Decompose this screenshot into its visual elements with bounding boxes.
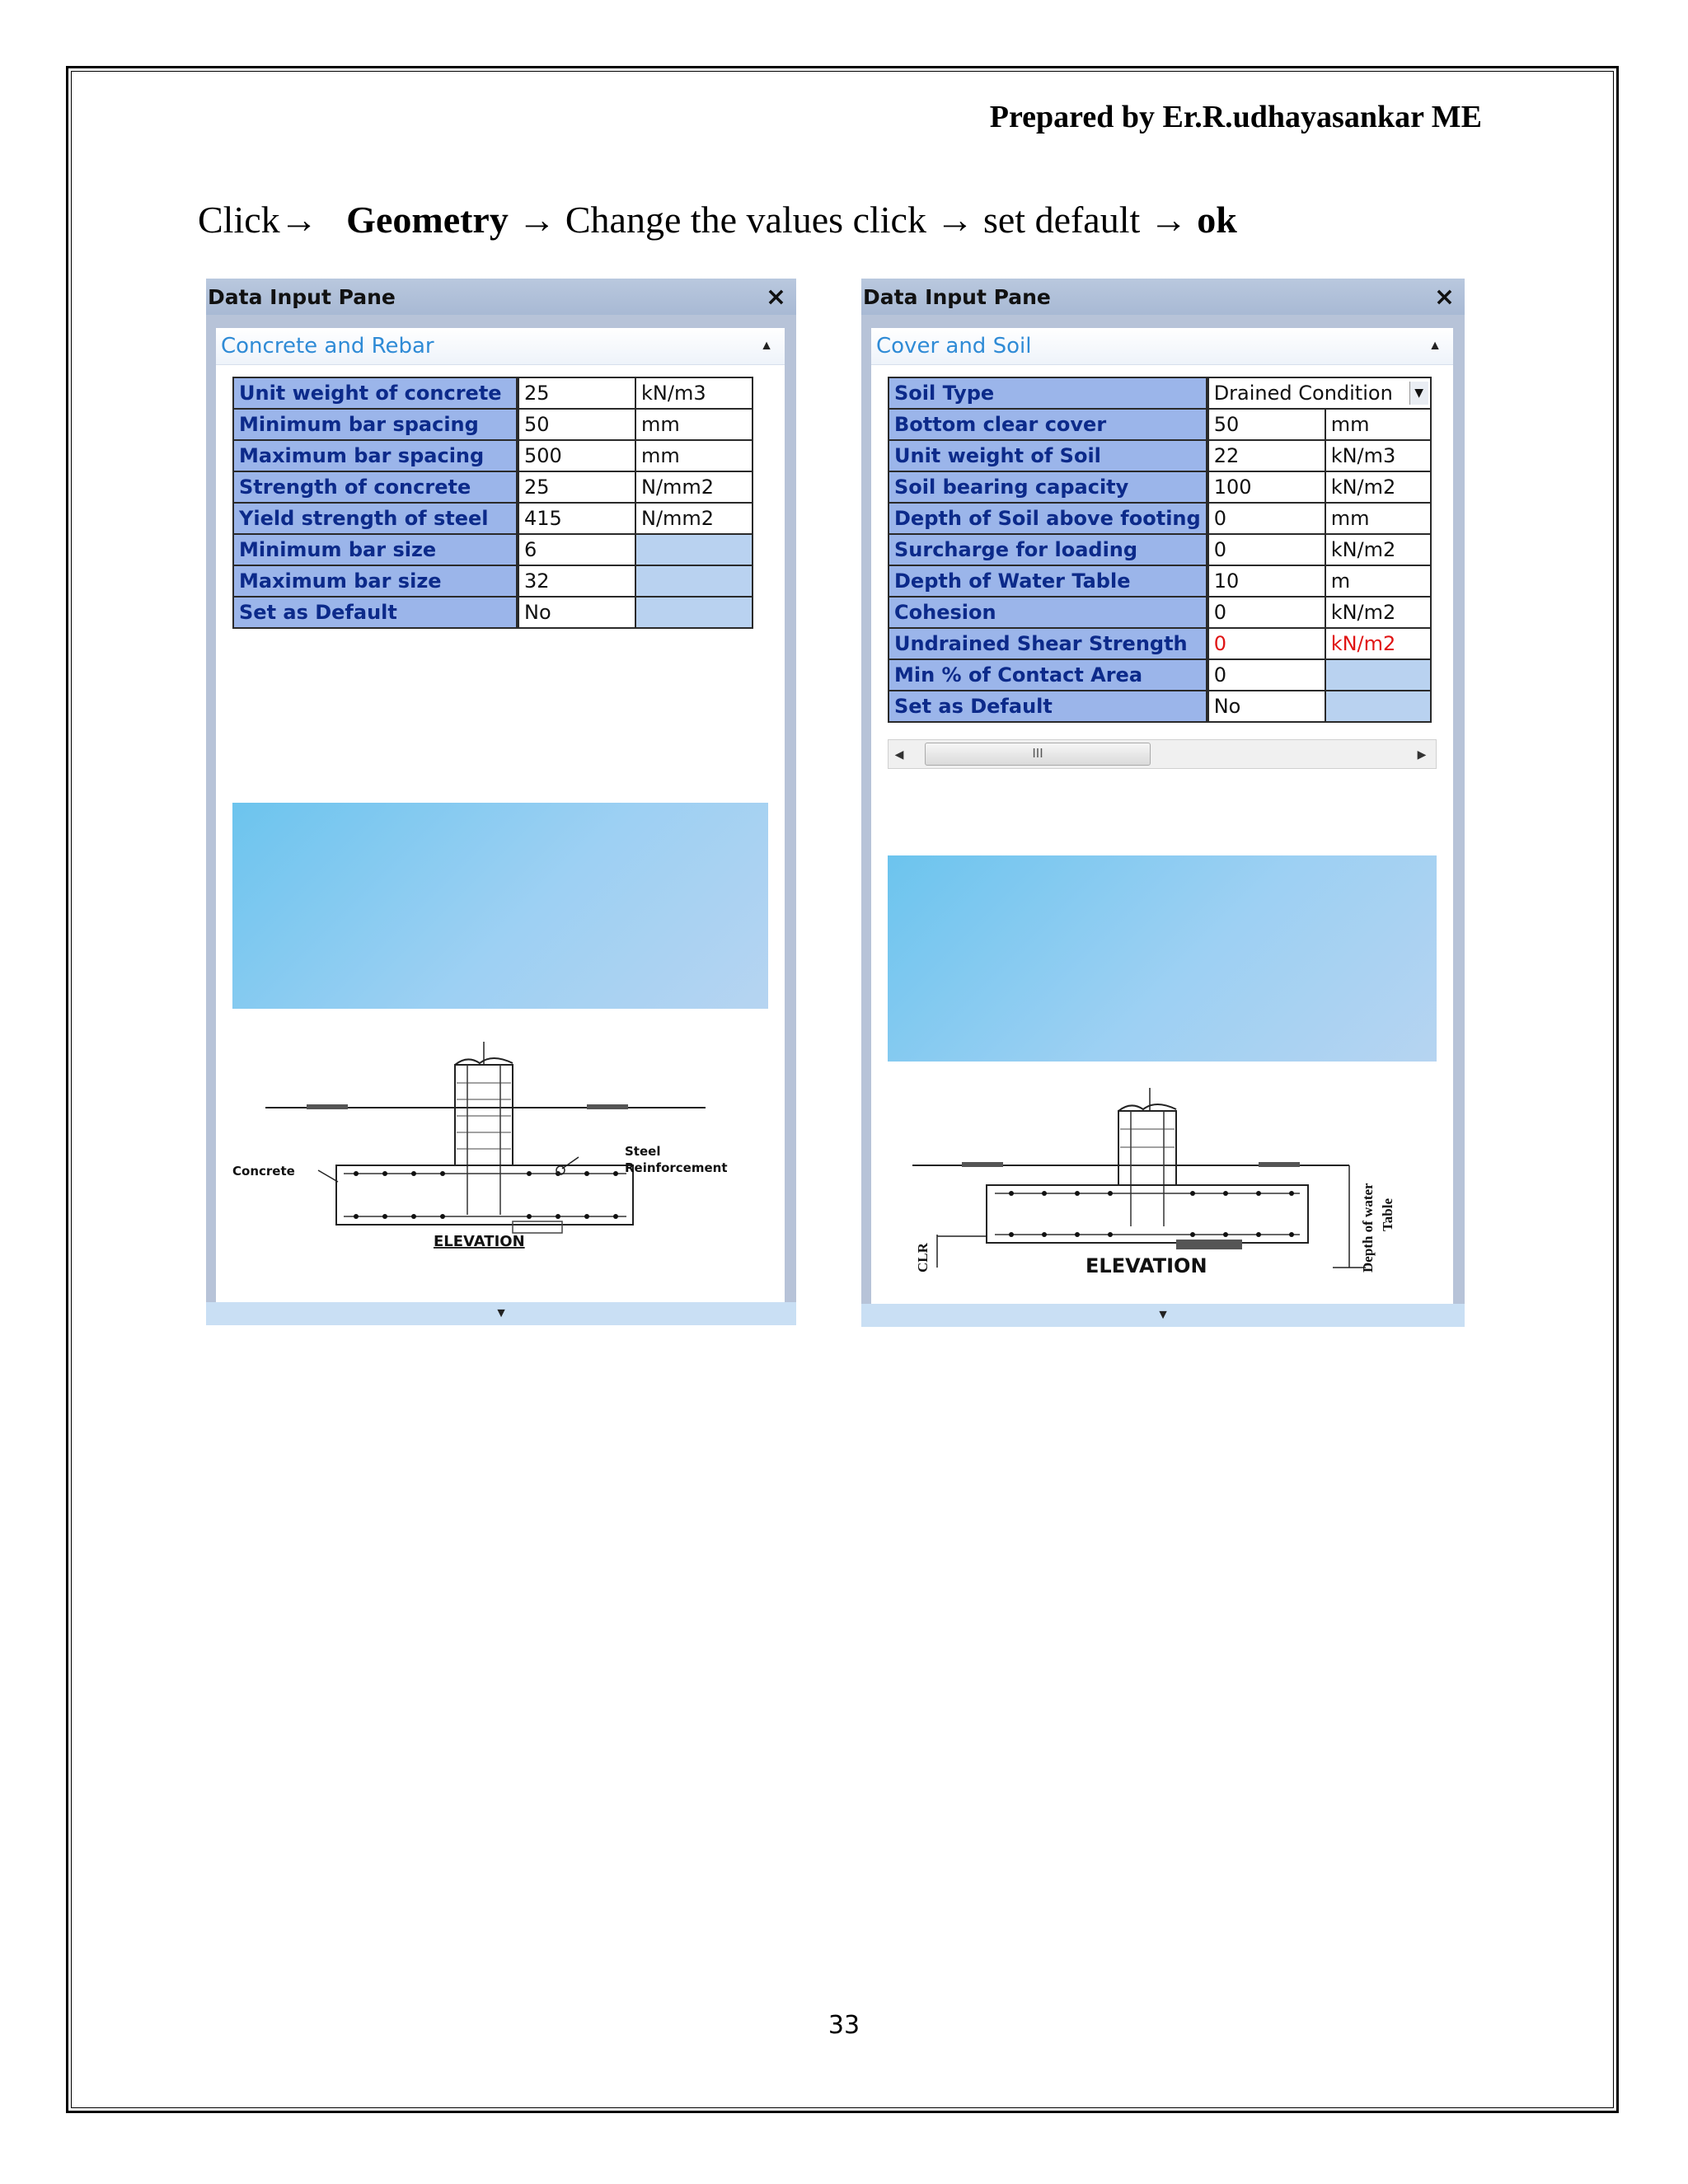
property-row[interactable] [889, 440, 1431, 471]
property-value[interactable]: No [518, 597, 635, 628]
property-row[interactable] [889, 503, 1431, 534]
instruction-rest: → Change the values click → set default → [508, 199, 1198, 241]
property-value[interactable]: 6 [518, 534, 635, 565]
label-elevation: ELEVATION [434, 1233, 525, 1250]
property-row[interactable] [889, 565, 1431, 597]
property-value[interactable]: 50 [1207, 409, 1325, 440]
property-row[interactable] [889, 471, 1431, 503]
property-label: Soil Type [889, 377, 1207, 409]
property-value[interactable]: No [1207, 691, 1325, 722]
pane-body [216, 328, 785, 1302]
soil-type-dropdown[interactable] [1207, 377, 1431, 409]
property-unit: kN/m2 [1325, 534, 1431, 565]
property-value[interactable]: 415 [518, 503, 635, 534]
instruction-geometry: Geometry [346, 199, 509, 241]
property-value[interactable]: 100 [1207, 471, 1325, 503]
property-unit: kN/m2 [1325, 628, 1431, 659]
property-grid [888, 377, 1432, 723]
pane-title: Data Input Pane [208, 284, 396, 309]
property-row[interactable] [233, 565, 753, 597]
author-line: Prepared by Er.R.udhayasankar ME [989, 100, 1482, 134]
chevron-down-icon[interactable]: ▼ [1409, 382, 1428, 405]
pane-title-bar [861, 279, 1465, 315]
horizontal-scrollbar[interactable] [888, 739, 1437, 769]
property-label: Maximum bar spacing [233, 440, 518, 471]
instruction-click: Click→ [198, 199, 318, 241]
pane-footer-expand[interactable] [861, 1304, 1465, 1327]
property-value[interactable]: 500 [518, 440, 635, 471]
property-unit: N/mm2 [635, 471, 753, 503]
property-value[interactable]: 0 [1207, 597, 1325, 628]
close-icon[interactable]: × [765, 282, 786, 312]
scroll-right-icon[interactable]: ▶ [1417, 747, 1427, 761]
label-table: Table [1380, 1197, 1395, 1231]
property-value[interactable]: 25 [518, 377, 635, 409]
property-unit [1325, 659, 1431, 691]
scrollbar-thumb[interactable]: III [925, 743, 1151, 766]
property-row[interactable] [233, 440, 753, 471]
property-row[interactable] [233, 503, 753, 534]
property-label: Unit weight of Soil [889, 440, 1207, 471]
pane-footer-expand[interactable] [206, 1302, 796, 1325]
property-unit: kN/m3 [635, 377, 753, 409]
property-label: Surcharge for loading [889, 534, 1207, 565]
property-value[interactable]: 0 [1207, 534, 1325, 565]
pane-title: Data Input Pane [863, 284, 1051, 309]
property-value[interactable]: 32 [518, 565, 635, 597]
collapse-up-icon[interactable]: ▲ [760, 339, 773, 353]
label-concrete: Concrete [232, 1164, 295, 1179]
section-header[interactable] [871, 328, 1453, 365]
data-input-pane-right [861, 279, 1465, 1327]
property-label: Soil bearing capacity [889, 471, 1207, 503]
property-value[interactable]: 0 [1207, 628, 1325, 659]
collapse-up-icon[interactable]: ▲ [1428, 339, 1442, 353]
property-row[interactable] [889, 534, 1431, 565]
property-label: Unit weight of concrete [233, 377, 518, 409]
property-label: Depth of Soil above footing [889, 503, 1207, 534]
property-unit: mm [1325, 409, 1431, 440]
property-label: Undrained Shear Strength [889, 628, 1207, 659]
property-row[interactable] [233, 534, 753, 565]
property-unit: mm [635, 440, 753, 471]
property-label: Set as Default [889, 691, 1207, 722]
property-label: Maximum bar size [233, 565, 518, 597]
property-row[interactable] [889, 628, 1431, 659]
page-number: 33 [828, 2011, 860, 2040]
label-clr: CLR [915, 1243, 931, 1272]
property-unit: mm [635, 409, 753, 440]
property-label: Min % of Contact Area [889, 659, 1207, 691]
property-value[interactable]: 25 [518, 471, 635, 503]
property-value[interactable]: 10 [1207, 565, 1325, 597]
property-row[interactable] [889, 377, 1431, 409]
property-value[interactable]: 22 [1207, 440, 1325, 471]
section-title: Cover and Soil [876, 334, 1032, 359]
property-row[interactable] [889, 691, 1431, 722]
label-depth: Depth of water [1360, 1183, 1376, 1272]
label-reinforcement: Reinforcement [625, 1160, 728, 1175]
property-unit: kN/m2 [1325, 471, 1431, 503]
property-label: Minimum bar size [233, 534, 518, 565]
property-unit: N/mm2 [635, 503, 753, 534]
property-unit: kN/m2 [1325, 597, 1431, 628]
instruction-line [198, 198, 1237, 241]
property-unit: mm [1325, 503, 1431, 534]
elevation-drawing [232, 1025, 768, 1287]
property-row[interactable] [233, 471, 753, 503]
property-row[interactable] [233, 597, 753, 628]
property-label: Bottom clear cover [889, 409, 1207, 440]
property-value[interactable]: 0 [1207, 503, 1325, 534]
property-row[interactable] [889, 659, 1431, 691]
property-unit [635, 597, 753, 628]
property-label: Cohesion [889, 597, 1207, 628]
section-title: Concrete and Rebar [221, 334, 434, 359]
property-unit [635, 565, 753, 597]
property-row[interactable] [233, 377, 753, 409]
scroll-left-icon[interactable]: ◀ [894, 747, 904, 761]
section-header[interactable] [216, 328, 785, 365]
preview-panel [888, 855, 1437, 1062]
label-steel: Steel [625, 1144, 661, 1159]
property-label: Minimum bar spacing [233, 409, 518, 440]
preview-panel [232, 803, 768, 1009]
property-grid [232, 377, 753, 629]
property-row[interactable] [233, 409, 753, 440]
property-label: Strength of concrete [233, 471, 518, 503]
property-unit [1325, 691, 1431, 722]
pane-body [871, 328, 1453, 1304]
property-label: Depth of Water Table [889, 565, 1207, 597]
property-unit: kN/m3 [1325, 440, 1431, 471]
property-value[interactable]: 50 [518, 409, 635, 440]
property-value[interactable]: 0 [1207, 659, 1325, 691]
instruction-ok: ok [1197, 199, 1237, 241]
label-elevation: ELEVATION [1085, 1254, 1207, 1277]
property-row[interactable] [889, 409, 1431, 440]
dropdown-value: Drained Condition [1213, 382, 1393, 405]
property-row[interactable] [889, 597, 1431, 628]
property-unit [635, 534, 753, 565]
data-input-pane-left [206, 279, 796, 1325]
chevron-down-icon[interactable]: ▼ [495, 1306, 508, 1320]
close-icon[interactable]: × [1433, 282, 1455, 312]
pane-title-bar [206, 279, 796, 315]
property-unit: m [1325, 565, 1431, 597]
chevron-down-icon[interactable]: ▼ [1156, 1308, 1170, 1322]
property-label: Yield strength of steel [233, 503, 518, 534]
property-label: Set as Default [233, 597, 518, 628]
elevation-drawing [888, 1078, 1437, 1281]
